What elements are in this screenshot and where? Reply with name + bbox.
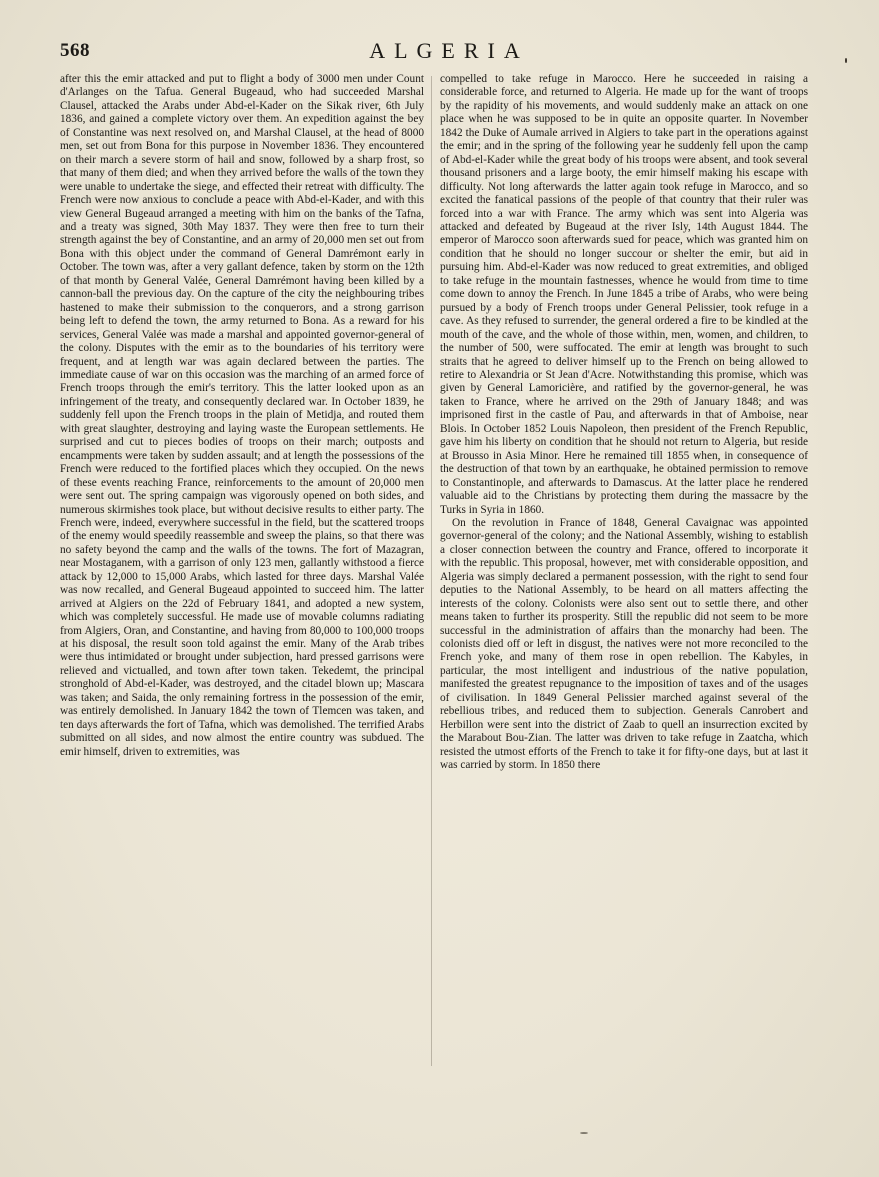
ink-speck	[845, 58, 847, 63]
running-title: ALGERIA	[369, 38, 529, 63]
paragraph: compelled to take refuge in Marocco. Here he succeeded in raising a considerable force, and returned to Algeria. He made up for the want of troops by the rapidity of his movements, and would suddenly make an attack on one place when he was supposed to be in quite an opposite quarter. In November 1842 the Duke of Aumale arrived in Algiers to take part in the operations against the emir; and in the spring of the following year he suddenly fell upon the camp of Abd-el-Kader while the great body of his troops were absent, and took several thousand prisoners and a large booty, the emir himself making his escape with difficulty. Not long afterwards the latter again took refuge in Marocco, and so excited the fanatical passions of the people of that country that their ruler was forced into a war with France. The army which was sent into Algeria was attacked and defeated by Bugeaud at the river Isly, 14th August 1844. The emperor of Marocco soon afterwards sued for peace, which was granted him on condition that he should no longer succour or shelter the emir, but aid in pursuing him. Abd-el-Kader was now reduced to great extremities, and obliged to take refuge in the mountain fastnesses, whence he would from time to time come down to annoy the French. In June 1845 a tribe of Arabs, who were being pursued by a body of French troops under General Pelissier, took refuge in a cave. As they refused to surrender, the general ordered a fire to be kindled at the mouth of the cave, and the whole of those within, men, women, and children, to the number of 500, were suffocated. The emir at length was brought to such straits that he agreed to deliver himself up to the French on being allowed to retire to Alexandria or St Jean d'Acre. Notwithstanding this promise, which was given by General Lamoricière, and ratified by the governor-general, he was taken to France, where he arrived on the 29th of January 1848; and was imprisoned first in the castle of Pau, and afterwards in that of Amboise, near Blois. In October 1852 Louis Napoleon, then president of the French Republic, gave him his liberty on condition that he should not return to Algeria, but reside at Brousso in Asia Minor. Here he remained till 1855 when, in consequence of the destruction of that town by an earthquake, he obtained permission to remove to Constantinople, and afterwards to Damascus. At the latter place he rendered valuable aid to the Christians by protecting them during the massacre by the Turks in Syria in 1860.	[440, 73, 808, 516]
left-column	[60, 73, 424, 759]
page-header	[60, 38, 838, 68]
paragraph: On the revolution in France of 1848, General Cavaignac was appointed governor-general of the colony; and the National Assembly, wishing to establish a closer connection between the country and France, offered to incorporate it with the republic. This proposal, however, met with considerable opposition, and Algeria was simply declared a permanent possession, with the right to send four deputies to the National Assembly, to be heard on all matters affecting the interests of the colony. Colonists were also sent out to settle there, and other means taken to further its prosperity. Still the republic did not seem to be more successful in the administration of affairs than the monarchy had been. The colonists died off or left in disgust, the natives were not more reconciled to the French yoke, and many of them rose in open rebellion. The Kabyles, in particular, the most intelligent and industrious of the native population, manifested the greatest repugnance to the imposition of taxes and of the usages of civilisation. In 1849 General Pelissier marched against several of the rebellious tribes, and reduced them to subjection. Generals Canrobert and Herbillon were sent into the district of Zaab to quell an insurrection excited by the Marabout Bou-Zian. The latter was driven to take refuge in Zaatcha, which resisted the utmost efforts of the French to take it for fifty-one days, but at last it was carried by storm. In 1850 there	[440, 516, 808, 772]
right-column	[440, 73, 808, 773]
page-number: 568	[60, 40, 90, 61]
column-divider	[431, 76, 432, 1066]
ink-speck	[580, 1132, 588, 1134]
paragraph: after this the emir attacked and put to flight a body of 3000 men under Count d'Arlanges on the Tafua. General Bugeaud, who had succeeded Marshal Clausel, attacked the Arabs under Abd-el-Kader on the Sikak river, 6th July 1836, and gained a complete victory over them. An expedition against the bey of Constantine was next resolved on, and Marshal Clausel, at the head of 8000 men, set out from Bona for this purpose in November 1836. They encountered on their march a severe storm of hail and snow, followed by a sharp frost, so that many of them died; and when they arrived before the walls of the town they were unable to undertake the siege, and effected their retreat with difficulty. The French were now anxious to conclude a peace with Abd-el-Kader, and with this view General Bugeaud arranged a meeting with him on the banks of the Tafna, and a treaty was signed, 30th May 1837. They were then free to turn their strength against the bey of Constantine, and an army of 20,000 men set out from Bona with this object under the command of General Damrémont early in October. The town was, after a very gallant defence, taken by storm on the 12th of that month by General Valée, General Damrémont having been killed by a cannon-ball the previous day. On the capture of the city the neighbouring tribes hastened to make their submission to the conquerors, and a strong garrison being left to defend the town, the army returned to Bona. As a reward for his services, General Valée was made a marshal and appointed governor-general of the colony. Disputes with the emir as to the boundaries of his territory were frequent, and at length war was again declared between the parties. The immediate cause of war on this occasion was the marching of an armed force of French troops through the emir's territory. This the latter looked upon as an infringement of the treaty, and consequently declared war. In October 1839, he suddenly fell upon the French troops in the plain of Metidja, and routed them with great slaughter, destroying and laying waste the European settlements. He surprised and cut to pieces bodies of troops on their march; outposts and encampments were taken by sudden assault; and at length the possessions of the French were reduced to the fortified places which they occupied. On the news of these events reaching France, reinforcements to the amount of 20,000 men were sent out. The spring campaign was vigorously opened on both sides, and numerous skirmishes took place, but without decisive results to either party. The French were, indeed, everywhere successful in the field, but the scattered troops of the enemy would speedily reassemble and sweep the plains, so that there was no safety beyond the camp and the walls of the towns. The fort of Mazagran, near Mostaganem, with a garrison of only 123 men, gallantly withstood a fierce attack by 12,000 to 15,000 Arabs, which lasted for three days. Marshal Valée was now recalled, and General Bugeaud appointed to succeed him. The latter arrived at Algiers on the 22d of February 1841, and adopted a new system, which was completely successful. He made use of movable columns radiating from Algiers, Oran, and Constantine, and having from 80,000 to 100,000 troops at his disposal, the result soon told against the emir. Many of the Arab tribes were thus intimidated or brought under subjection, hard pressed garrisons were relieved and victualled, and town after town taken. Tekedemt, the principal stronghold of Abd-el-Kader, was destroyed, and the citadel blown up; Mascara was taken; and Saida, the only remaining fortress in the possession of the emir, was entirely demolished. In January 1842 the town of Tlemcen was taken, and ten days afterwards the fort of Tafna, which was demolished. The terrified Arabs submitted on all sides, and now almost the entire country was subdued. The emir himself, driven to extremities, was	[60, 73, 424, 758]
